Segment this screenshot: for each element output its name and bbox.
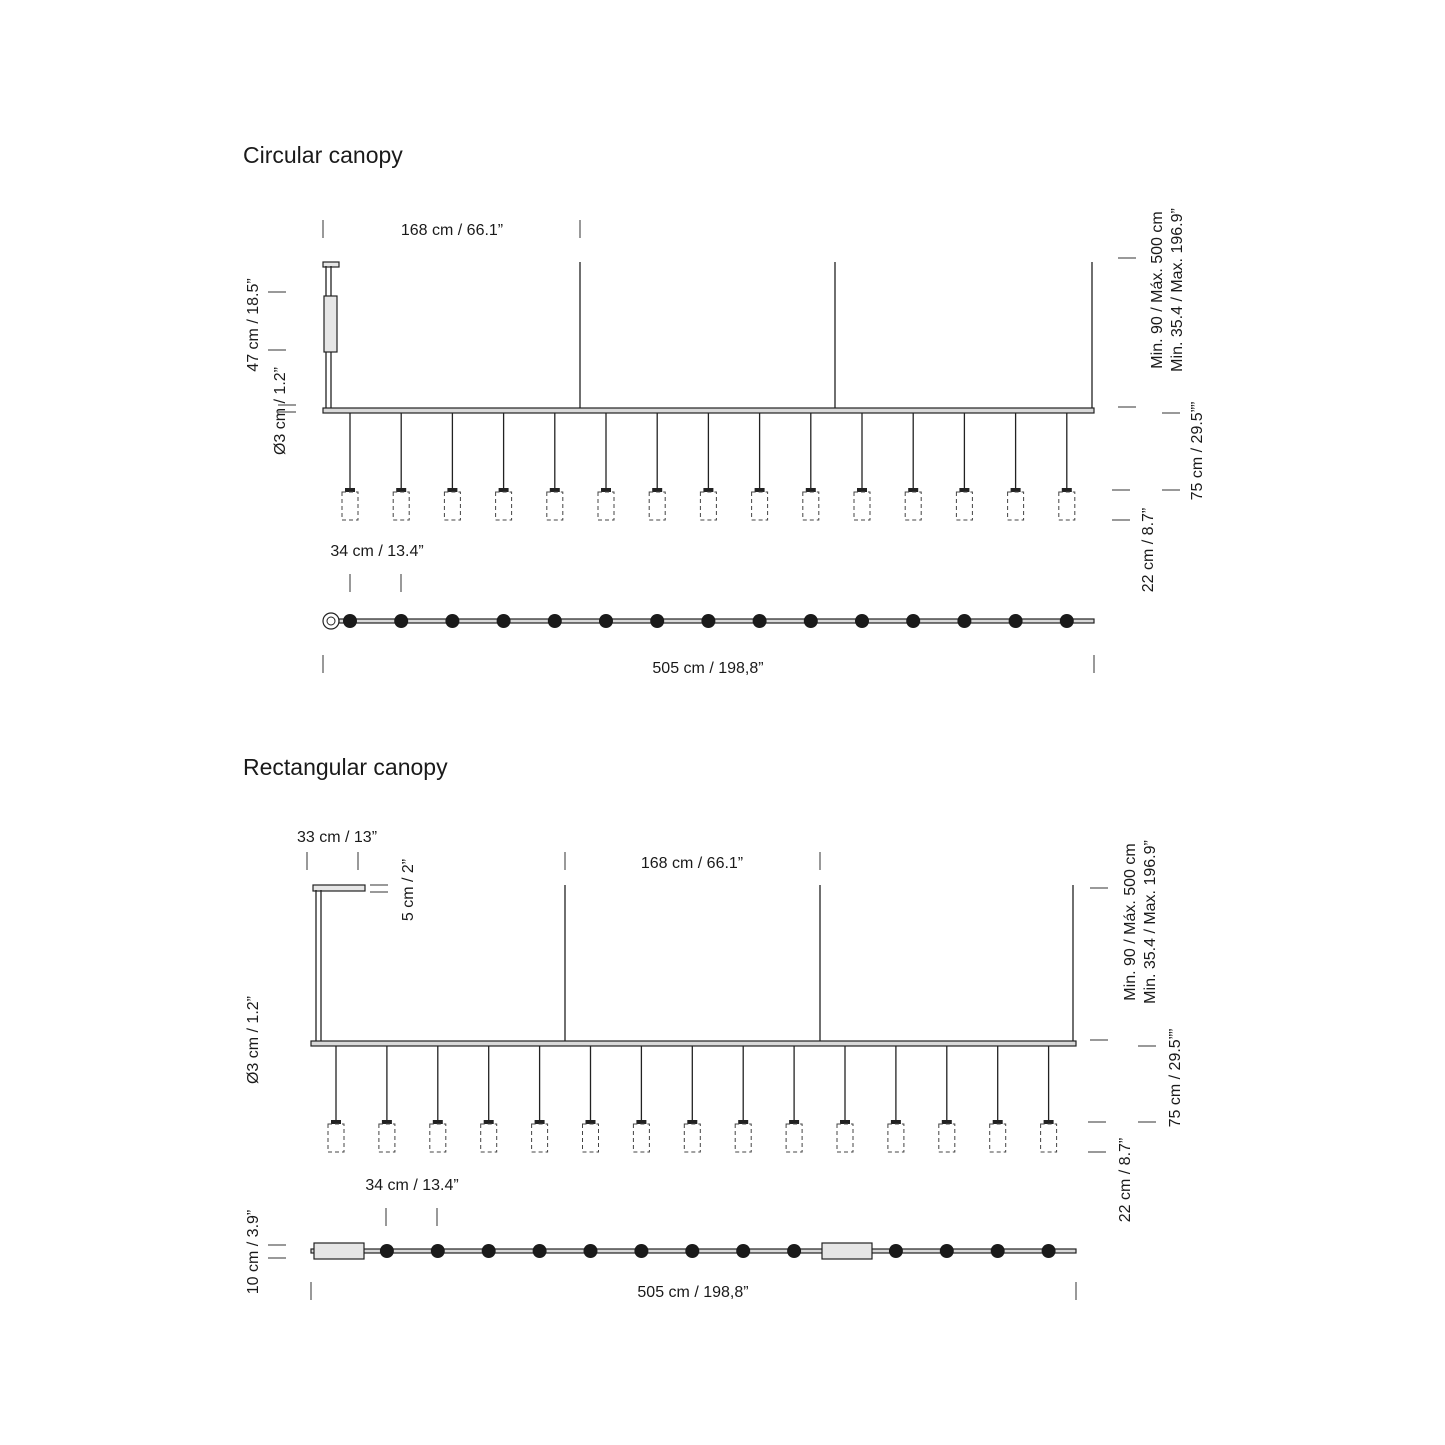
circular-plan-pendants (343, 614, 1074, 628)
pendant (803, 413, 819, 520)
pendant (905, 413, 921, 520)
rect-shade-label: 22 cm / 8.7” (1117, 1137, 1134, 1223)
pendant-plan (957, 614, 971, 628)
pendant (430, 1046, 446, 1152)
circular-pendants (342, 413, 1075, 520)
circular-cable-min-label: Min. 90 / Máx. 500 cm (1149, 211, 1166, 369)
circular-drop-label: 75 cm / 29.5”” (1189, 401, 1206, 501)
rect-canopy-plan-label: 10 cm / 3.9” (245, 1209, 262, 1295)
pendant-plan (394, 614, 408, 628)
pendant-plan (940, 1244, 954, 1258)
pendant (583, 1046, 599, 1152)
rectangular-pendants (328, 1046, 1057, 1152)
pendant-plan (804, 614, 818, 628)
pendant-plan (855, 614, 869, 628)
circular-canopy-section (243, 142, 1206, 677)
circular-canopy-title: Circular canopy (243, 142, 403, 168)
rect-canopy-depth-label: 5 cm / 2” (400, 858, 417, 922)
pendant (328, 1046, 344, 1152)
pendant-plan (991, 1244, 1005, 1258)
pendant-plan (584, 1244, 598, 1258)
rect-canopy-plan (314, 1243, 364, 1259)
circular-canopy-plan-inner (327, 617, 335, 625)
pendant-plan (889, 1244, 903, 1258)
pendant (752, 413, 768, 520)
rect-cable-min-label: Min. 90 / Máx. 500 cm (1122, 843, 1139, 1001)
pendant (496, 413, 512, 520)
pendant-plan (650, 614, 664, 628)
pendant (379, 1046, 395, 1152)
rectangular-canopy-title: Rectangular canopy (243, 754, 448, 780)
pendant (598, 413, 614, 520)
pendant-plan (497, 614, 511, 628)
rect-total-label: 505 cm / 198,8” (637, 1284, 749, 1301)
rect-canopy-width-label: 33 cm / 13” (296, 829, 378, 846)
pendant-plan (548, 614, 562, 628)
pendant (532, 1046, 548, 1152)
pendant-plan (380, 1244, 394, 1258)
rect-tube-label: Ø3 cm / 1.2” (245, 995, 262, 1085)
circular-shade-label: 22 cm / 8.7” (1140, 507, 1157, 593)
pendant-plan (787, 1244, 801, 1258)
pendant (1041, 1046, 1057, 1152)
pendant-plan (599, 614, 613, 628)
pendant-plan (906, 614, 920, 628)
circular-tube-label: Ø3 cm / 1.2” (272, 366, 289, 456)
pendant (393, 413, 409, 520)
circular-canopy-height-label: 47 cm / 18.5” (245, 278, 262, 372)
pendant-plan (482, 1244, 496, 1258)
pendant (990, 1046, 1006, 1152)
pendant (700, 413, 716, 520)
pendant-plan (343, 614, 357, 628)
pendant (786, 1046, 802, 1152)
pendant-plan (634, 1244, 648, 1258)
pendant (649, 413, 665, 520)
pendant-plan (533, 1244, 547, 1258)
circular-span-label: 168 cm / 66.1” (400, 222, 504, 239)
pendant-plan (1060, 614, 1074, 628)
rectangular-canopy-section (243, 754, 1184, 1301)
rect-span-label: 168 cm / 66.1” (640, 855, 744, 872)
rect-horizontal-bar (311, 1041, 1076, 1046)
rect-drop-label: 75 cm / 29.5”” (1167, 1028, 1184, 1128)
circular-total-label: 505 cm / 198,8” (652, 660, 764, 677)
pendant-plan (753, 614, 767, 628)
pendant-plan (736, 1244, 750, 1258)
pendant-plan (431, 1244, 445, 1258)
circular-spacing-label: 34 cm / 13.4” (330, 543, 424, 560)
pendant (547, 413, 563, 520)
circular-driver-box (324, 296, 337, 352)
rect-cable-imperial-label: Min. 35.4 / Max. 196.9” (1142, 840, 1159, 1004)
pendant-plan (445, 614, 459, 628)
rect-canopy-plan-secondary (822, 1243, 872, 1259)
pendant (837, 1046, 853, 1152)
pendant (444, 413, 460, 520)
pendant (1059, 413, 1075, 520)
pendant (1008, 413, 1024, 520)
circular-cable-imperial-label: Min. 35.4 / Max. 196.9” (1169, 208, 1186, 372)
pendant (633, 1046, 649, 1152)
pendant (939, 1046, 955, 1152)
pendant (735, 1046, 751, 1152)
pendant (854, 413, 870, 520)
pendant (342, 413, 358, 520)
pendant (956, 413, 972, 520)
pendant (481, 1046, 497, 1152)
circular-horizontal-bar (323, 408, 1094, 413)
pendant (888, 1046, 904, 1152)
pendant-plan (1009, 614, 1023, 628)
pendant (684, 1046, 700, 1152)
pendant-plan (701, 614, 715, 628)
pendant-plan (1042, 1244, 1056, 1258)
rect-spacing-label: 34 cm / 13.4” (365, 1177, 459, 1194)
pendant-plan (685, 1244, 699, 1258)
